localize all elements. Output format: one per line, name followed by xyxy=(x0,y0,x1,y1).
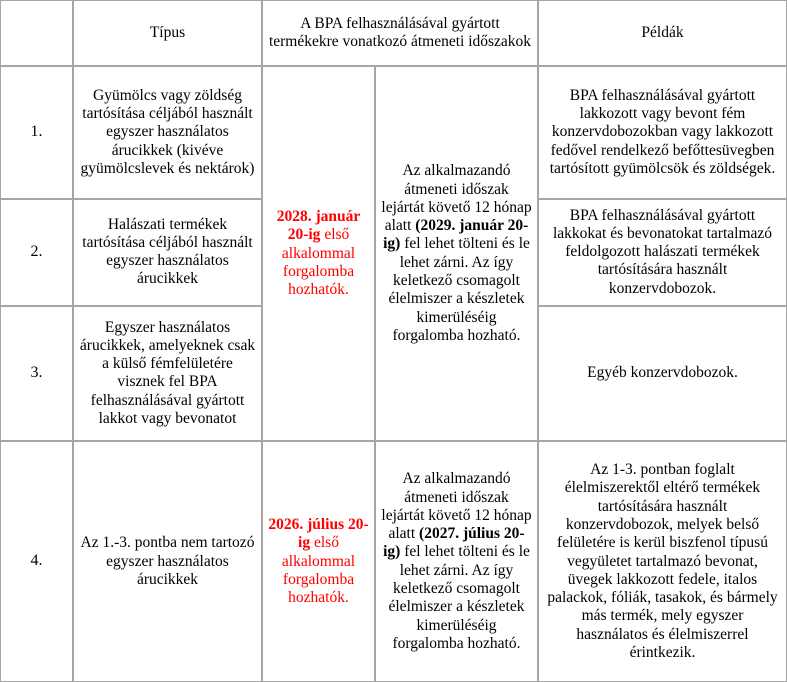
transition-after-text: fel lehet tölteni és le lehet zárni. Az így keletkező csomagolt élelmiszer a készletek kimerüléséig forgalomba hozható. xyxy=(388,543,530,652)
row-examples-cell: BPA felhasználásával gyártott lakkozott vagy bevont fém konzervdobozokban vagy lakkozott fedővel rendelkező befőttesüvegben tartósított gyümölcsök és zöldségek. xyxy=(538,66,787,199)
header-cell-number xyxy=(0,0,73,66)
table-row xyxy=(0,441,787,682)
transition-bold-date: (2027. július 20-ig) xyxy=(383,525,525,561)
row-examples-cell: Az 1-3. pontban foglalt élelmiszerektől eltérő termékek tartósítására használt konzervdobozok, melyek belső felületére is kerül biszfenol típusú vegyületet tartalmazó bevonat, üvegek lakkozott fedele, italos palackok, fóliák, tasakok, és bármely más termék, mely egyszer használatos és élelmiszerrel érintkezik. xyxy=(538,441,787,682)
row-number-cell: 1. xyxy=(0,66,73,199)
transition-after-text: fel lehet tölteni és le lehet zárni. Az így keletkező csomagolt élelmiszer a készletek kimerüléséig forgalomba hozható. xyxy=(388,235,530,344)
row-type-cell: Gyümölcs vagy zöldség tartósítása céljából használt egyszer használatos árucikkek (kivéve gyümölcslevek és nektárok) xyxy=(73,66,262,199)
date-cell-row-4 xyxy=(262,441,375,682)
row-examples-cell: Egyéb konzervdobozok. xyxy=(538,306,787,442)
date-bold-text: 2026. július 20-ig xyxy=(268,516,369,552)
header-cell-examples: Példák xyxy=(538,0,787,66)
row-type-cell: Egyszer használatos árucikkek, amelyeknek csak a külső fémfelületére visznek fel BPA felhasználásával gyártott lakkot vagy bevonatot xyxy=(73,306,262,442)
row-number-cell: 3. xyxy=(0,306,73,442)
row-examples-cell: BPA felhasználásával gyártott lakkokat és bevonatokat tartalmazó feldolgozott halászati termékek tartósítására használt konzervdobozok. xyxy=(538,199,787,306)
table-row xyxy=(0,66,787,199)
transition-before-text: Az alkalmazandó átmeneti időszak lejártát követő 12 hónap alatt xyxy=(381,470,532,543)
transition-before-text: Az alkalmazandó átmeneti időszak lejártát követő 12 hónap alatt xyxy=(381,162,532,235)
merged-transition-cell-rows-1-3 xyxy=(375,66,538,441)
date-rest-text: első alkalommal forgalomba hozhatók. xyxy=(281,226,356,299)
transition-cell-row-4 xyxy=(375,441,538,682)
header-cell-type: Típus xyxy=(73,0,262,66)
row-number-cell: 4. xyxy=(0,441,73,682)
row-number-cell: 2. xyxy=(0,199,73,306)
merged-date-cell-rows-1-3 xyxy=(262,66,375,441)
table-header-row xyxy=(0,0,787,66)
transition-bold-date: (2029. január 20-ig) xyxy=(383,217,529,253)
row-type-cell: Halászati termékek tartósítása céljából használt egyszer használatos árucikkek xyxy=(73,199,262,306)
header-cell-transition-periods: A BPA felhasználásával gyártott termékekre vonatkozó átmeneti időszakok xyxy=(262,0,538,66)
date-bold-text: 2028. január 20-ig xyxy=(276,208,361,244)
row-type-cell: Az 1.-3. pontba nem tartozó egyszer használatos árucikkek xyxy=(73,441,262,682)
date-rest-text: első alkalommal forgalomba hozhatók. xyxy=(281,534,356,607)
